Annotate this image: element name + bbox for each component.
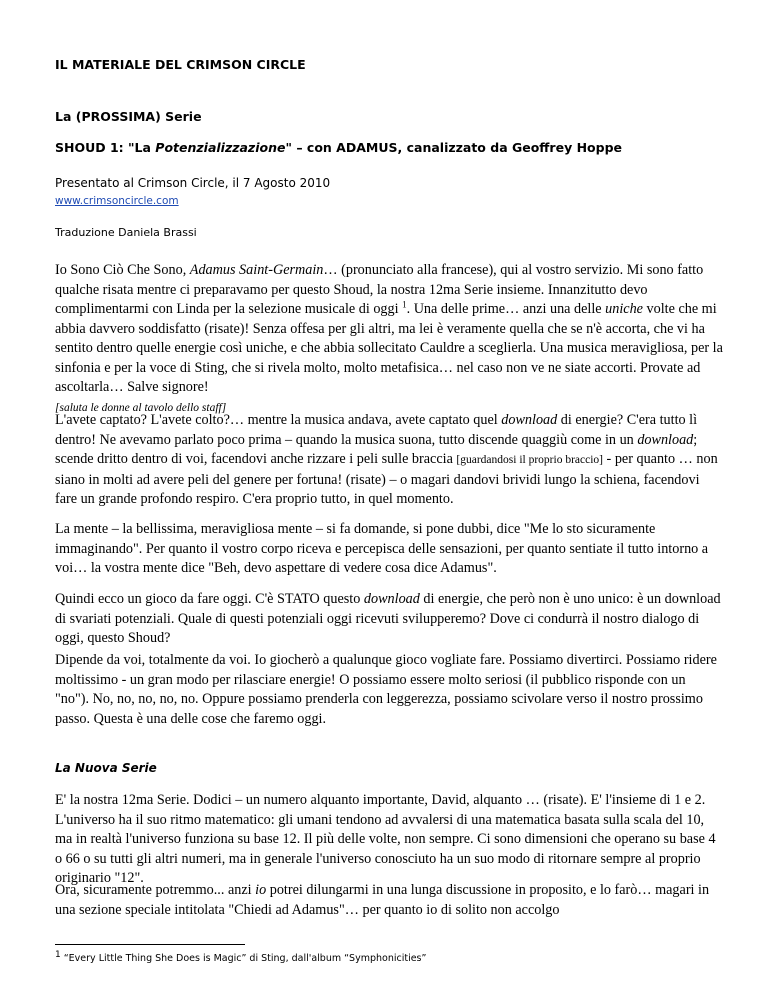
presented-line: Presentato al Crimson Circle, il 7 Agosto 2010 (55, 176, 331, 190)
paragraph-text: La mente – la bellissima, meravigliosa mente – si fa domande, si pone dubbi, dice "Me lo sto sicuramente immaginando". Per quanto il vostro corpo riceva e percepisca delle sensazioni, per quanto sentiate il tutto intorno a voi… la vostra mente dice "Beh, devo aspettare di vedere cosa dice Adamus". (55, 521, 709, 576)
paragraph-1 (55, 261, 723, 418)
footnote-number: 1 (55, 949, 61, 960)
text-span: - per quanto … non siano in molti ad avere peli del genere per fortuna! (risate) – o magari dandovi brividi lungo la schiena, facendovi fare un grande profondo respiro. C'era proprio tutto, in quel momento. (55, 451, 718, 507)
text-span: … (pronunciato alla francese), qui al vostro servizio. Mi sono fatto qualche risata mentre ci preparavamo per questo Shoud, la nostra 12ma Serie insieme. Innanzitutto devo complimentarmi con Linda per la selezione musicale di oggi (55, 262, 704, 317)
footnote-separator (55, 944, 245, 945)
footnote-text: “Every Little Thing She Does is Magic” di Sting, dall'album “Symphonicities” (60, 953, 427, 964)
text-span: di energie, che però non è uno unico: è un download di svariati potenziali. Quale di questi potenziali oggi ricevuti svilupperemo? Dove ci condurrà il nostro dialogo di oggi, questo Shoud? (55, 591, 721, 646)
paragraph-7 (55, 881, 723, 920)
website-link[interactable]: www.crimsoncircle.com (55, 195, 179, 207)
series-heading: La (PROSSIMA) Serie (55, 109, 202, 124)
text-span: Ora, sicuramente potremmo... anzi (55, 882, 256, 898)
text-span: L'avete captato? L'avete colto?… mentre la musica andava, avete captato quel (55, 412, 502, 428)
shoud-heading-suffix: " – con ADAMUS, canalizzato da Geoffrey Hoppe (285, 140, 622, 155)
document-title: IL MATERIALE DEL CRIMSON CIRCLE (55, 57, 306, 72)
paragraph-5 (55, 651, 723, 729)
paragraph-text: Dipende da voi, totalmente da voi. Io giocherò a qualunque gioco vogliate fare. Possiamo divertirci. Possiamo ridere moltissimo - un gran modo per rilasciare energie! O possiamo essere molto seriosi (il pubblico risponde con un "no"). No, no, no, no, no. Oppure possiamo prenderla con leggerezza, possiamo scivolare verso il nostro prossimo passo. Questa è una delle cose che faremo oggi. (55, 652, 717, 727)
text-span: . Una delle prime… anzi una delle (406, 301, 606, 317)
shoud-heading (55, 140, 622, 155)
section-heading: La Nuova Serie (55, 761, 157, 775)
italic-span: download (363, 591, 420, 607)
italic-span: download (637, 431, 694, 448)
text-span: Quindi ecco un gioco da fare oggi. C'è STATO questo (55, 591, 364, 607)
text-span: ; scende dritto dentro di voi, facendovi anche rizzare i peli sulle braccia (55, 431, 698, 467)
text-span: di energie? C'era tutto lì dentro! Ne avevamo parlato poco prima – quando la musica suona, tutto discende quaggiù come in un (55, 412, 698, 448)
paragraph-4 (55, 590, 723, 649)
translation-credit: Traduzione Daniela Brassi (55, 226, 197, 239)
stage-note: [guardandosi il proprio braccio] (456, 454, 603, 466)
italic-span: download (501, 412, 558, 428)
italic-span: Adamus Saint-Germain (189, 262, 324, 278)
paragraph-text: E' la nostra 12ma Serie. Dodici – un numero alquanto importante, David, alquanto … (risate). E' l'insieme di 1 e 2. L'universo ha il suo ritmo matematico: gli umani tendono ad avvalersi di una matematica basata sulla scala del 10, ma in realtà l'universo funziona su base 12. Il più delle volte, non sempre. Ci sono dimensioni che operano su base 4 o 66 o su tutti gli altri numeri, ma in generale l'universo conosciuto ha un suo modo di ritornare sempre al proprio originario "12". (55, 792, 716, 886)
shoud-heading-prefix: SHOUD 1: "La (55, 140, 156, 155)
text-span: potrei dilungarmi in una lunga discussione in proposito, e lo farò… magari in una sezione speciale intitolata "Chiedi ad Adamus"… per quanto io di solito non accolgo (55, 882, 710, 918)
footnote (55, 949, 427, 964)
italic-span: io (255, 882, 267, 898)
paragraph-3 (55, 520, 723, 579)
paragraph-6 (55, 791, 723, 889)
shoud-heading-italic: Potenzializzazione (155, 140, 286, 155)
stage-note: [saluta le donne al tavolo dello staff] (55, 401, 227, 414)
text-span: Io Sono Ciò Che Sono, (55, 262, 190, 278)
footnote-ref: 1 (402, 299, 407, 310)
paragraph-2 (55, 411, 723, 510)
italic-span: uniche (605, 301, 643, 317)
text-span: volte che mi abbia davvero soddisfatto (risate)! Senza offesa per gli altri, ma lei è veramente quella che se n'è accorta, che vi ha sentito dentro quelle energie così uniche, e che abbia sollecitato Cauldre a sceglierla. Una musica meravigliosa, per la sinfonia e per la voce di Sting, che si rivela molto, molto metafisica… nel caso non ve ne siate accorti. Provate ad ascoltarla… Salve signore! (55, 301, 723, 395)
